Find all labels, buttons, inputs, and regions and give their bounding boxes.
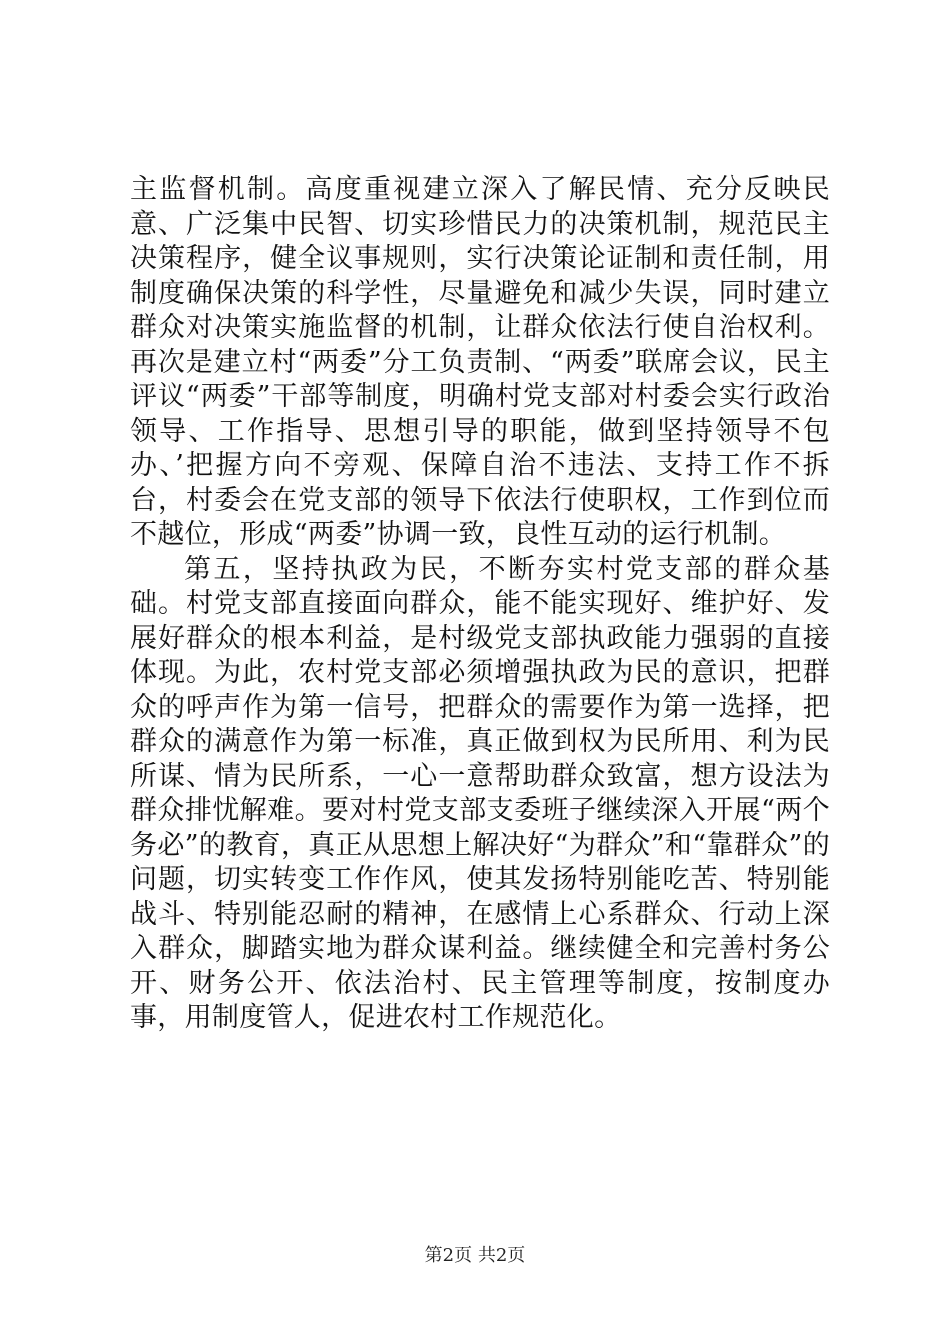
paragraph-fifth-point: 第五，坚持执政为民，不断夯实村党支部的群众基础。村党支部直接面向群众，能不能实现好、维护好、发展好群众的根本利益，是村级党支部执政能力强弱的直接体现。为此，农村党支部必须增强执政为民的意识，把群众的呼声作为第一信号，把群众的需要作为第一选择，把群众的满意作为第一标准，真正做到权为民所用、利为民所谋、情为民所系，一心一意帮助群众致富，想方设法为群众排忧解难。要对村党支部支委班子继续深入开展“两个务必”的教育，真正从思想上解决好“为群众”和“靠群众”的问题，切实转变工作作风，使其发扬特别能吃苦、特别能战斗、特别能忍耐的精神，在感情上心系群众、行动上深入群众，脚踏实地为群众谋利益。继续健全和完善村务公开、财务公开、依法治村、民主管理等制度，按制度办事，用制度管人，促进农村工作规范化。 [130,553,830,1033]
paragraph-continuation: 主监督机制。高度重视建立深入了解民情、充分反映民意、广泛集中民智、切实珍惜民力的决策机制，规范民主决策程序，健全议事规则，实行决策论证制和责任制，用制度确保决策的科学性，尽量避免和减少失误，同时建立群众对决策实施监督的机制，让群众依法行使自治权利。再次是建立村“两委”分工负责制、“两委”联席会议，民主评议“两委”干部等制度，明确村党支部对村委会实行政治领导、工作指导、思想引导的职能，做到坚持领导不包办、’把握方向不旁观、保障自治不违法、支持工作不拆台，村委会在党支部的领导下依法行使职权，工作到位而不越位，形成“两委”协调一致，良性互动的运行机制。 [130,174,830,550]
page-footer: 第2页 共2页 [424,1245,526,1266]
document-body [130,173,830,1036]
